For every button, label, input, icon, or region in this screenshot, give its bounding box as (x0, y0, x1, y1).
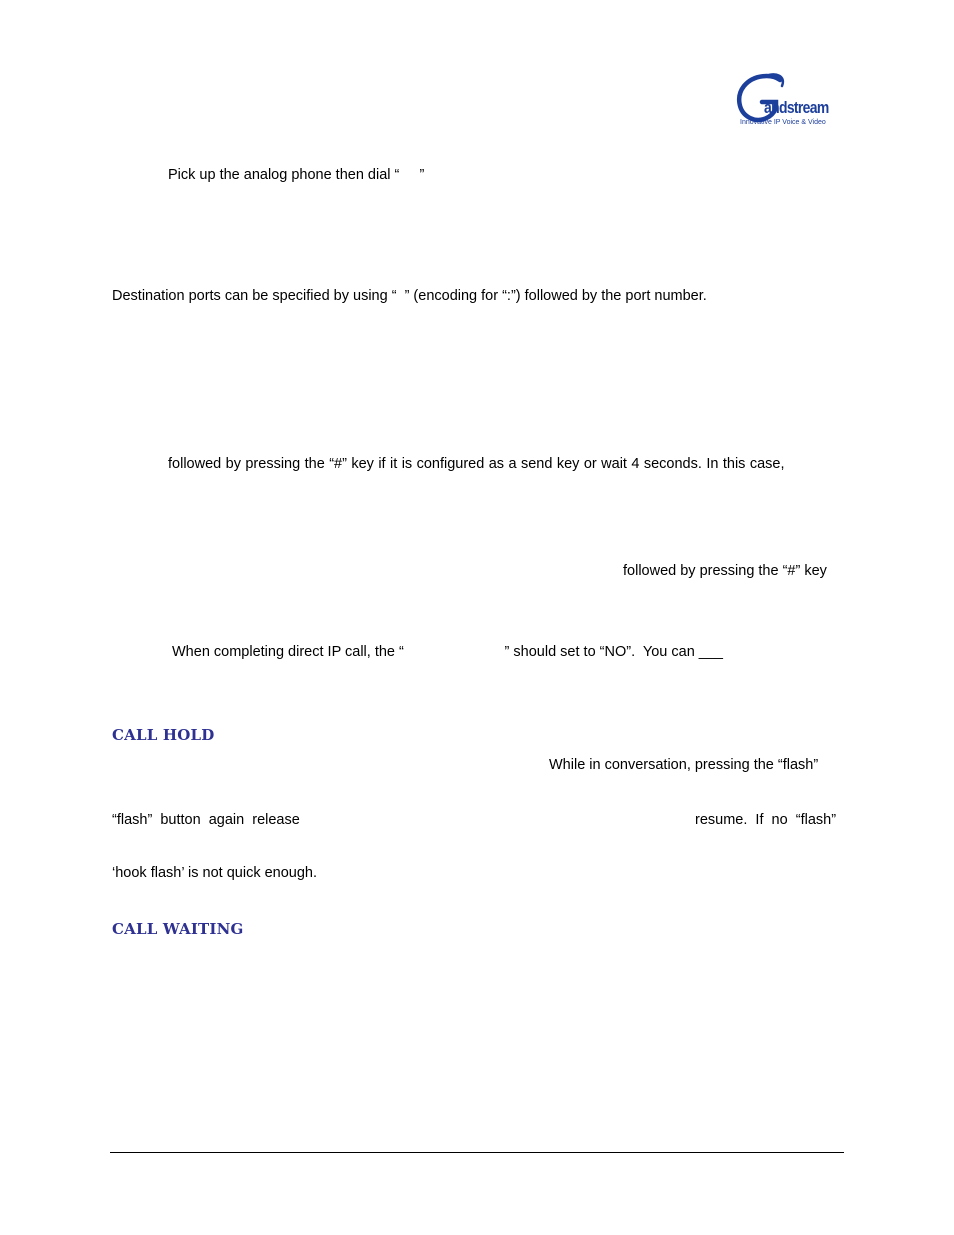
call-hold-flash-text: While in conversation, pressing the “flash” (549, 757, 819, 773)
hook-flash-text: ‘hook flash’ is not quick enough. (112, 865, 318, 881)
flash-release-text: “flash” button again release (112, 812, 300, 828)
call-hold-heading: CALL HOLD (112, 726, 215, 744)
destination-ports-text: Destination ports can be specified by using “ ” (encoding for “:”) followed by the port number. (112, 288, 707, 304)
logo-wordmark: andstream (764, 98, 829, 117)
direct-ip-note-text: When completing direct IP call, the “ ” should set to “NO”. You can ___ (172, 644, 723, 660)
dial-instruction-text: Pick up the analog phone then dial “ ” (168, 167, 425, 183)
logo-tagline: Innovative IP Voice & Video (740, 119, 826, 126)
footer-divider (110, 1152, 844, 1153)
flash-resume-text: resume. If no “flash” (695, 812, 837, 828)
grandstream-logo (736, 72, 840, 130)
hash-key-text: followed by pressing the “#” key (623, 563, 827, 579)
send-key-text: followed by pressing the “#” key if it is configured as a send key or wait 4 seconds. In this case, (168, 456, 785, 472)
call-waiting-heading: CALL WAITING (112, 920, 244, 938)
